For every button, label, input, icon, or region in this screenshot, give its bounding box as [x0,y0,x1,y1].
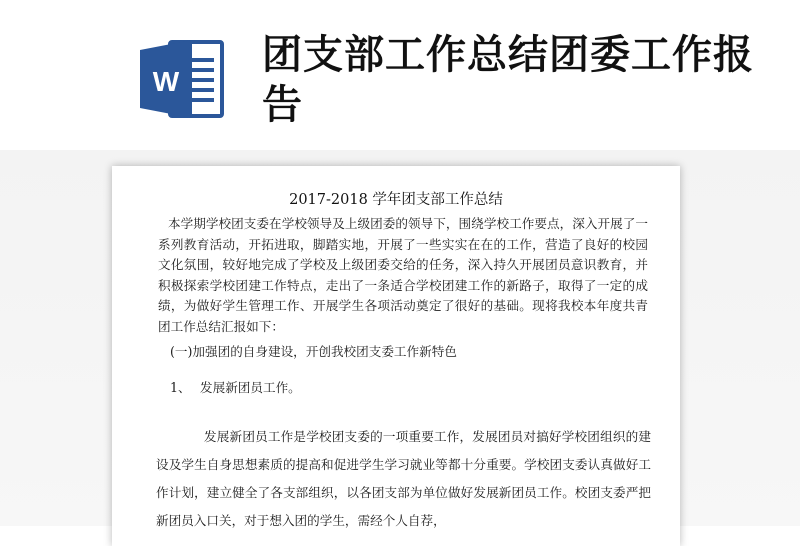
document-page [112,166,680,546]
section-heading: (一)加强团的自身建设，开创我校团支委工作新特色 [170,344,457,359]
body-paragraph: 发展新团员工作是学校团支委的一项重要工作，发展团员对搞好学校团组织的建设及学生自身思想素质的提高和促进学生学习就业等都十分重要。学校团支委认真做好工作计划，建立健全了各支部组织，以各团支部为单位做好发展新团员工作。校团支委严把新团员入口关，对于想入团的学生，需经个人自荐， [156,429,651,528]
page-title: 团支部工作总结团委工作报告 [262,32,754,128]
word-icon-letter: W [152,66,180,97]
word-document-icon [140,36,226,122]
intro-paragraph: 本学期学校团支委在学校领导及上级团委的领导下，围绕学校工作要点，深入开展了一系列教育活动，开拓进取，脚踏实地，开展了一些实实在在的工作，营造了良好的校园文化氛围，较好地完成了学校及上级团委交给的任务，深入持久开展团员意识教育，并积极探索学校团建工作特点，走出了一条适合学校团建工作的新路子，取得了一定的成绩，为做好学生管理工作、开展学生各项活动奠定了很好的基础。现将我校本年度共青团工作总结汇报如下： [158,216,648,334]
subsection-heading [170,377,301,396]
subsection-title: 发展新团员工作。 [200,380,301,395]
header-banner [0,0,800,150]
document-title: 2017-2018 学年团支部工作总结 [289,192,503,208]
subsection-number: 1、 [170,380,191,395]
